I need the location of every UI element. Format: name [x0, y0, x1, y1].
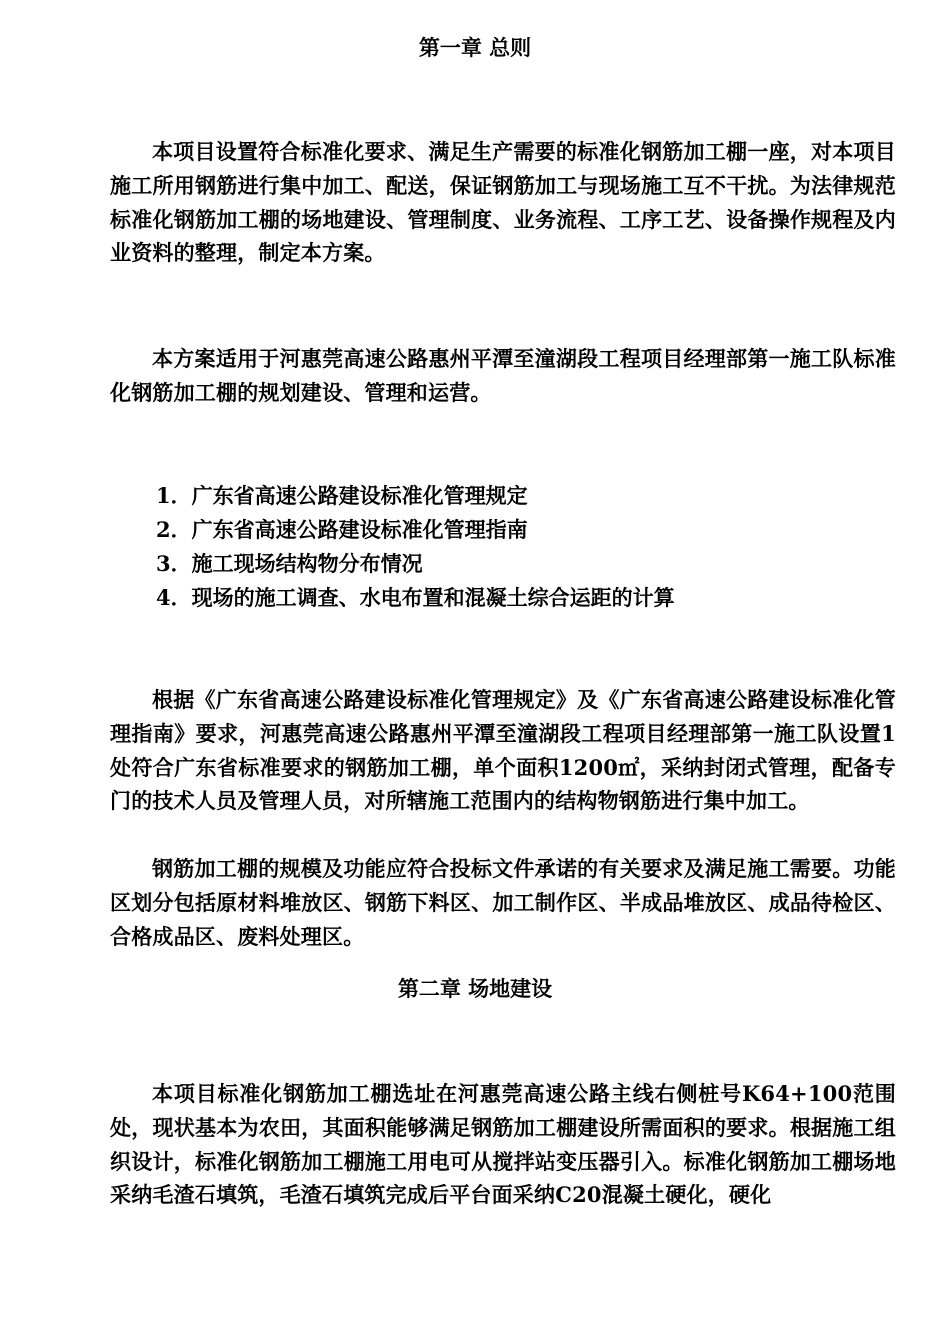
basis-list-item: 1．广东省高速公路建设标准化管理规定 — [156, 483, 528, 508]
basis-list-item: 2．广东省高速公路建设标准化管理指南 — [156, 517, 528, 542]
chapter-1-paragraph-function-zones: 钢筋加工棚的规模及功能应符合投标文件承诺的有关要求及满足施工需要。功能区划分包括原材料堆放区、钢筋下料区、加工制作区、半成品堆放区、成品待检区、合格成品区、废料处理区。 — [110, 856, 896, 949]
chapter-2-title: 第二章 场地建设 — [397, 976, 553, 1001]
chapter-1-title: 第一章 总则 — [418, 35, 532, 60]
chapter-1-paragraph-purpose: 本项目设置符合标准化要求、满足生产需要的标准化钢筋加工棚一座，对本项目施工所用钢筋进行集中加工、配送，保证钢筋加工与现场施工互不干扰。为法律规范标准化钢筋加工棚的场地建设、管理制度、业务流程、工序工艺、设备操作规程及内业资料的整理，制定本方案。 — [110, 139, 896, 266]
chapter-2-paragraph-site: 本项目标准化钢筋加工棚选址在河惠莞高速公路主线右侧桩号K64+100范围处，现状基本为农田，其面积能够满足钢筋加工棚建设所需面积的要求。根据施工组织设计，标准化钢筋加工棚施工用电可从搅拌站变压器引入。标准化钢筋加工棚场地采纳毛渣石填筑，毛渣石填筑完成后平台面采纳C20混凝土硬化，硬化 — [110, 1081, 896, 1208]
chapter-1-paragraph-setup: 根据《广东省高速公路建设标准化管理规定》及《广东省高速公路建设标准化管理指南》要求，河惠莞高速公路惠州平潭至潼湖段工程项目经理部第一施工队设置1处符合广东省标准要求的钢筋加工棚，单个面积1200㎡，采纳封闭式管理，配备专门的技术人员及管理人员，对所辖施工范围内的结构物钢筋进行集中加工。 — [110, 687, 896, 814]
chapter-1-paragraph-scope: 本方案适用于河惠莞高速公路惠州平潭至潼湖段工程项目经理部第一施工队标准化钢筋加工棚的规划建设、管理和运营。 — [110, 346, 896, 405]
basis-list-item: 4．现场的施工调查、水电布置和混凝土综合运距的计算 — [156, 585, 675, 610]
basis-list — [156, 479, 896, 615]
basis-list-item: 3．施工现场结构物分布情况 — [156, 551, 423, 576]
